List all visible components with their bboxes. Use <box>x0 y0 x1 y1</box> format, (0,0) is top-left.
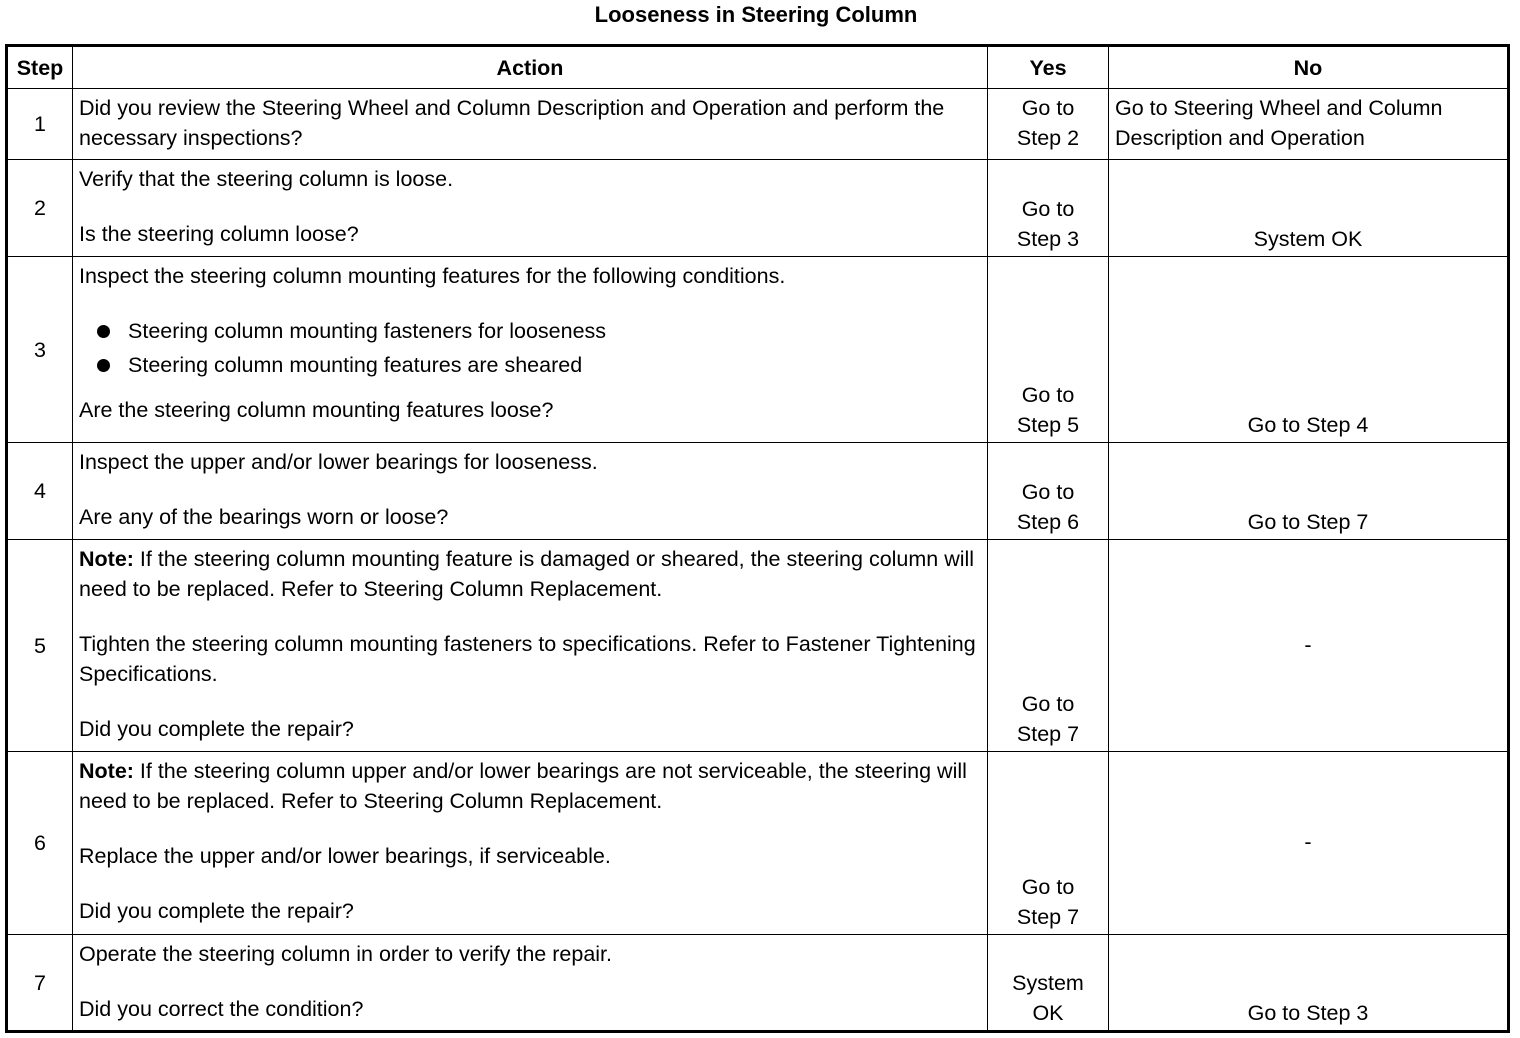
yes-line-2: Step 6 <box>1016 510 1080 534</box>
header-action: Action <box>73 46 988 89</box>
no-cell: Go to Step 4 <box>1109 257 1509 443</box>
yes-line-1: Go to <box>1021 480 1075 504</box>
yes-line-2: OK <box>1032 1001 1064 1025</box>
yes-line-2: Step 7 <box>1016 722 1080 746</box>
yes-line-2: Step 5 <box>1016 413 1080 437</box>
action-question: Did you complete the repair? <box>79 717 354 741</box>
yes-cell <box>988 752 1109 935</box>
bullet-icon <box>97 359 110 372</box>
yes-line-1: Go to <box>1021 692 1075 716</box>
action-text: Did you review the Steering Wheel and Column Description and Operation and perform the necessary inspections? <box>79 96 945 150</box>
action-question: Are any of the bearings worn or loose? <box>79 505 449 529</box>
note-label: Note: <box>79 547 134 571</box>
action-question: Is the steering column loose? <box>79 222 359 246</box>
no-cell: System OK <box>1109 160 1509 257</box>
table-row <box>7 935 1509 1032</box>
yes-line-1: Go to <box>1021 383 1075 407</box>
header-step: Step <box>7 46 73 89</box>
yes-cell <box>988 257 1109 443</box>
yes-line-2: Step 3 <box>1016 227 1080 251</box>
table-row <box>7 540 1509 752</box>
table-row <box>7 89 1509 160</box>
no-cell: - <box>1109 540 1509 752</box>
yes-cell <box>988 935 1109 1032</box>
action-text: Inspect the upper and/or lower bearings for looseness. <box>79 450 598 474</box>
note-text: If the steering column upper and/or lower bearings are not serviceable, the steering will need to be replaced. Refer to Steering Column Replacement. <box>79 759 967 813</box>
no-cell: Go to Step 7 <box>1109 443 1509 540</box>
action-cell <box>73 540 988 752</box>
action-cell <box>73 752 988 935</box>
yes-line-1: Go to <box>1021 96 1075 120</box>
table-row <box>7 752 1509 935</box>
no-cell: Go to Steering Wheel and Column Description and Operation <box>1109 89 1509 160</box>
list-item: Steering column mounting features are sheared <box>79 350 983 384</box>
action-cell <box>73 160 988 257</box>
action-text: Operate the steering column in order to verify the repair. <box>79 942 612 966</box>
bullet-icon <box>97 325 110 338</box>
note-label: Note: <box>79 759 134 783</box>
header-yes: Yes <box>988 46 1109 89</box>
table-row <box>7 160 1509 257</box>
yes-line-1: Go to <box>1021 197 1075 221</box>
action-text: Tighten the steering column mounting fasteners to specifications. Refer to Fastener Tightening Specifications. <box>79 632 976 686</box>
note-text: If the steering column mounting feature is damaged or sheared, the steering column will need to be replaced. Refer to Steering Column Replacement. <box>79 547 975 601</box>
yes-cell <box>988 160 1109 257</box>
table-row <box>7 443 1509 540</box>
step-number: 7 <box>7 935 73 1032</box>
step-number: 6 <box>7 752 73 935</box>
action-question: Did you complete the repair? <box>79 899 354 923</box>
action-question: Are the steering column mounting features loose? <box>79 398 554 422</box>
yes-cell <box>988 540 1109 752</box>
no-cell: Go to Step 3 <box>1109 935 1509 1032</box>
yes-line-1: Go to <box>1021 875 1075 899</box>
diagnostic-table <box>5 44 1510 1033</box>
yes-line-1: System <box>1012 971 1084 995</box>
action-cell <box>73 935 988 1032</box>
list-item: Steering column mounting fasteners for looseness <box>79 316 983 350</box>
yes-cell <box>988 89 1109 160</box>
step-number: 2 <box>7 160 73 257</box>
yes-line-2: Step 7 <box>1016 905 1080 929</box>
header-no: No <box>1109 46 1509 89</box>
action-text: Replace the upper and/or lower bearings, if serviceable. <box>79 844 611 868</box>
step-number: 3 <box>7 257 73 443</box>
no-cell: - <box>1109 752 1509 935</box>
table-header-row <box>7 46 1509 89</box>
page-title: Looseness in Steering Column <box>594 2 918 27</box>
action-text: Inspect the steering column mounting features for the following conditions. <box>79 264 786 288</box>
action-question: Did you correct the condition? <box>79 997 364 1021</box>
yes-cell <box>988 443 1109 540</box>
step-number: 5 <box>7 540 73 752</box>
action-cell <box>73 89 988 160</box>
table-row <box>7 257 1509 443</box>
step-number: 4 <box>7 443 73 540</box>
action-cell <box>73 257 988 443</box>
step-number: 1 <box>7 89 73 160</box>
yes-line-2: Step 2 <box>1016 126 1080 150</box>
action-cell <box>73 443 988 540</box>
action-text: Verify that the steering column is loose. <box>79 167 454 191</box>
